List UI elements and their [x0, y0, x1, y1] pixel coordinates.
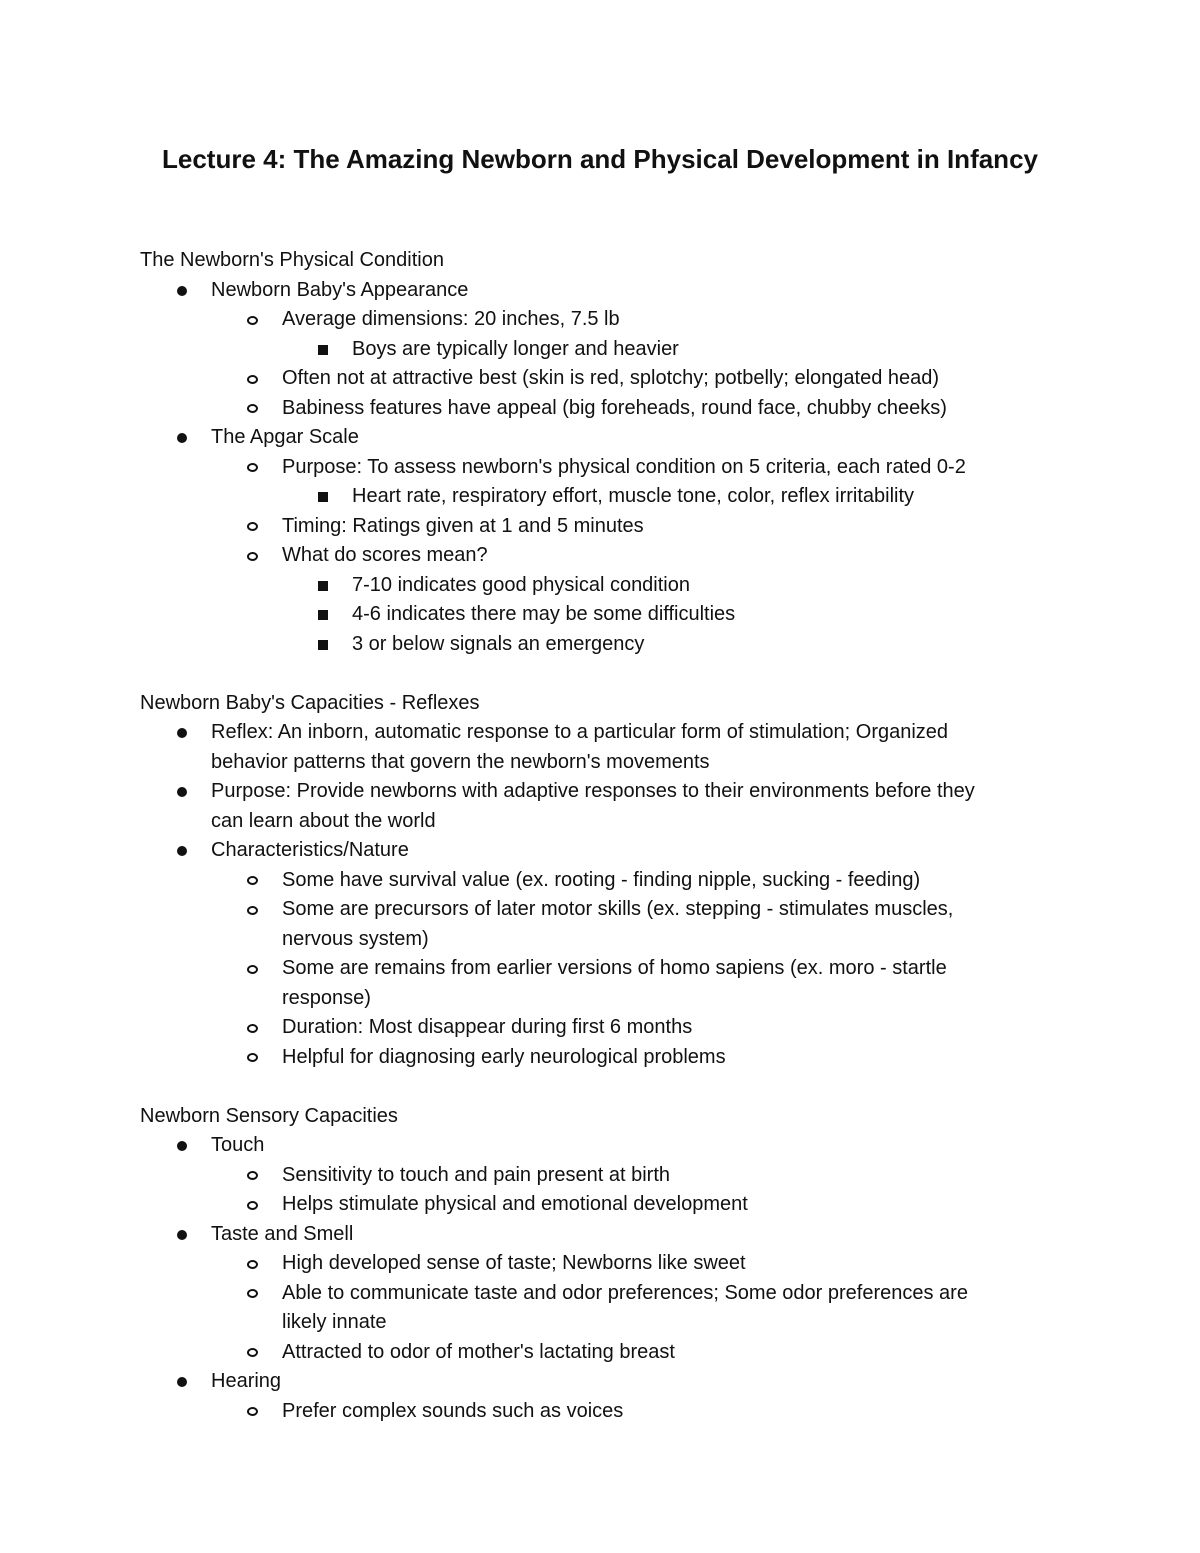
section-heading: Newborn Baby's Capacities - Reflexes: [140, 691, 480, 714]
bullet-circle-icon: [247, 1053, 258, 1062]
sub-list-item: Some have survival value (ex. rooting - finding nipple, sucking - feeding): [282, 868, 921, 891]
bullet-circle-icon: [247, 1407, 258, 1416]
list-item: The Apgar Scale: [211, 426, 359, 448]
sub-list-item: Timing: Ratings given at 1 and 5 minutes: [282, 514, 644, 537]
sub-list-item: Often not at attractive best (skin is red, splotchy; potbelly; elongated head): [282, 367, 940, 389]
bullet-circle-icon: [247, 1289, 258, 1298]
sub-list-item-continuation: response): [282, 986, 371, 1009]
bullet-circle-icon: [247, 1348, 258, 1357]
bullet-square-icon: [318, 345, 328, 355]
bullet-disc-icon: [177, 787, 187, 797]
sub-list-item: Some are remains from earlier versions of homo sapiens (ex. moro - startle: [282, 957, 947, 979]
list-item: Purpose: Provide newborns with adaptive responses to their environments before they: [211, 780, 975, 802]
bullet-circle-icon: [247, 463, 258, 472]
list-item: Hearing: [211, 1370, 282, 1392]
sub-list-item: Helps stimulate physical and emotional development: [282, 1193, 748, 1215]
sub-sub-list-item: Boys are typically longer and heavier: [352, 337, 679, 360]
bullet-square-icon: [318, 581, 328, 591]
sub-list-item: What do scores mean?: [282, 544, 488, 566]
list-item: Touch: [211, 1134, 265, 1156]
bullet-disc-icon: [177, 286, 187, 296]
bullet-circle-icon: [247, 906, 258, 915]
bullet-circle-icon: [247, 1201, 258, 1210]
sub-sub-list-item: Heart rate, respiratory effort, muscle tone, color, reflex irritability: [352, 485, 915, 507]
bullet-disc-icon: [177, 846, 187, 856]
bullet-square-icon: [318, 492, 328, 502]
sub-sub-list-item: 3 or below signals an emergency: [352, 632, 645, 655]
page-title: Lecture 4: The Amazing Newborn and Physical Development in Infancy: [161, 144, 1038, 174]
bullet-disc-icon: [177, 1230, 187, 1240]
sub-sub-list-item: 4-6 indicates there may be some difficulties: [352, 603, 736, 625]
bullet-circle-icon: [247, 876, 258, 885]
bullet-circle-icon: [247, 965, 258, 974]
sub-list-item: Able to communicate taste and odor preferences; Some odor preferences are: [282, 1281, 968, 1304]
sub-list-item: Average dimensions: 20 inches, 7.5 lb: [282, 308, 620, 330]
bullet-circle-icon: [247, 1171, 258, 1180]
bullet-circle-icon: [247, 404, 258, 413]
bullet-circle-icon: [247, 1260, 258, 1269]
bullet-circle-icon: [247, 1024, 258, 1033]
sub-list-item: Some are precursors of later motor skills (ex. stepping - stimulates muscles,: [282, 898, 954, 920]
bullet-disc-icon: [177, 728, 187, 738]
sub-list-item-continuation: likely innate: [282, 1311, 387, 1333]
list-item-continuation: behavior patterns that govern the newborn's movements: [211, 750, 710, 773]
bullet-square-icon: [318, 610, 328, 620]
bullet-disc-icon: [177, 1377, 187, 1387]
sub-list-item: Helpful for diagnosing early neurological problems: [282, 1045, 726, 1068]
sub-list-item-continuation: nervous system): [282, 927, 429, 950]
list-item-continuation: can learn about the world: [211, 809, 436, 832]
sub-list-item: Prefer complex sounds such as voices: [282, 1399, 624, 1422]
bullet-circle-icon: [247, 522, 258, 531]
section-heading: The Newborn's Physical Condition: [140, 249, 444, 271]
list-item: Reflex: An inborn, automatic response to a particular form of stimulation; Organized: [211, 721, 949, 743]
sub-list-item: Purpose: To assess newborn's physical condition on 5 criteria, each rated 0-2: [282, 455, 966, 478]
bullet-circle-icon: [247, 375, 258, 384]
sub-list-item: High developed sense of taste; Newborns like sweet: [282, 1252, 746, 1274]
sub-list-item: Attracted to odor of mother's lactating breast: [282, 1340, 675, 1363]
sub-list-item: Babiness features have appeal (big foreheads, round face, chubby cheeks): [282, 396, 947, 419]
section-heading: Newborn Sensory Capacities: [140, 1104, 398, 1127]
sub-sub-list-item: 7-10 indicates good physical condition: [352, 573, 690, 596]
sub-list-item: Sensitivity to touch and pain present at birth: [282, 1163, 671, 1186]
bullet-disc-icon: [177, 433, 187, 443]
bullet-circle-icon: [247, 552, 258, 561]
bullet-circle-icon: [247, 316, 258, 325]
list-item: Newborn Baby's Appearance: [211, 278, 469, 301]
sub-list-item: Duration: Most disappear during first 6 months: [282, 1016, 693, 1038]
list-item: Characteristics/Nature: [211, 839, 409, 861]
bullet-square-icon: [318, 640, 328, 650]
bullet-disc-icon: [177, 1141, 187, 1151]
list-item: Taste and Smell: [211, 1222, 354, 1245]
